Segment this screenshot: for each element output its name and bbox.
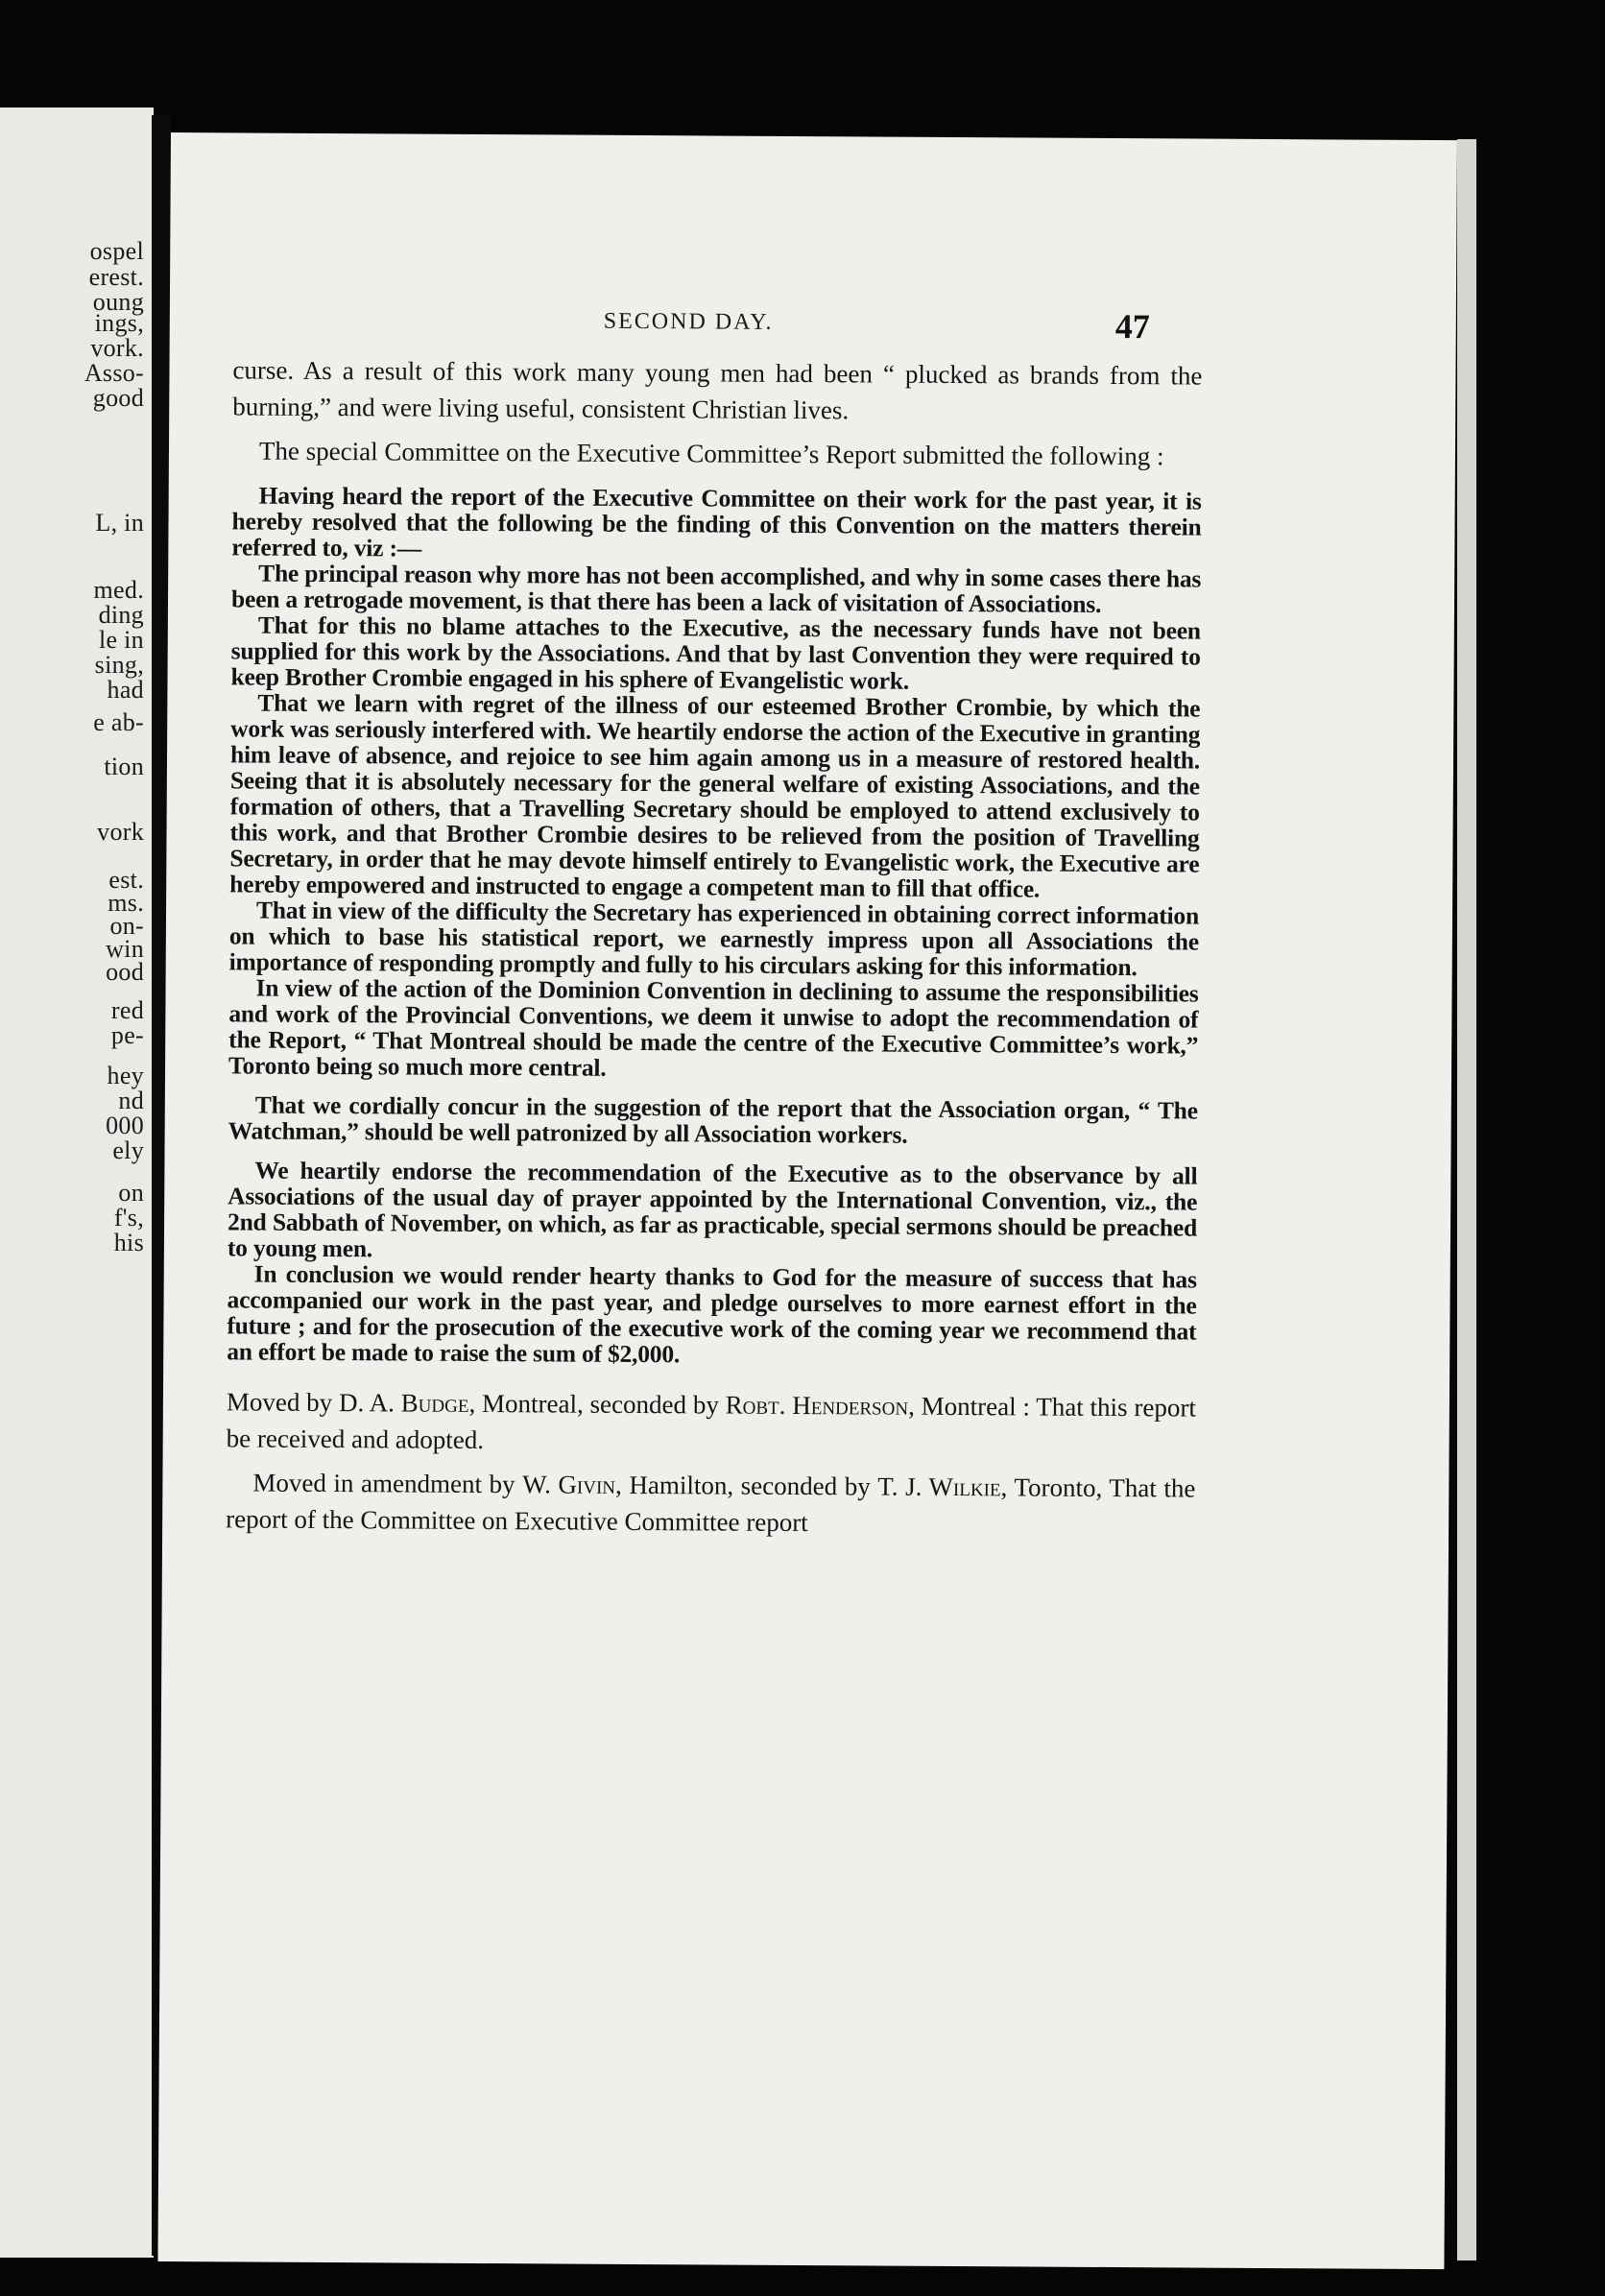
resolution-paragraph: The principal reason why more has not been accomplished, and why in some cases there has been a retrogade movement, is that there has been a lack of visitation of Associations.: [230, 559, 1202, 618]
resolution-paragraph: That we cordially concur in the suggestion of the report that the Association organ, “ The Watchman,” should be well patronized by all Association workers.: [228, 1090, 1198, 1149]
motion-paragraph: [227, 1383, 1196, 1462]
left-fragment: med.: [93, 576, 144, 604]
left-fragment: good: [92, 384, 144, 412]
left-fragment: hey: [107, 1062, 144, 1089]
resolution-paragraph: In view of the action of the Dominion Convention in declining to assume the responsibilities and work of the Provincial Conventions, we deem it unwise to adopt the recommendation of the Report, “ That Montreal should be made the centre of the Executive Committee’s work,” Toronto being so much more central.: [228, 973, 1199, 1082]
left-fragment: ings,: [94, 309, 144, 337]
left-fragment: had: [107, 676, 144, 704]
left-fragment: f's,: [113, 1204, 144, 1232]
left-fragment: le in: [99, 626, 144, 654]
left-fragment: L, in: [95, 509, 144, 537]
left-fragment: vork.: [90, 334, 144, 362]
left-fragment: pe-: [110, 1021, 144, 1049]
left-fragment: sing,: [94, 651, 144, 679]
left-fragment: win: [106, 935, 144, 963]
left-fragment: ms.: [108, 889, 144, 917]
resolution-paragraph: That in view of the difficulty the Secretary has experienced in obtaining correct information on which to base his statistical report, we earnestly impress upon all Associations the importance of responding promptly and fully to his circulars asking for this information.: [228, 896, 1200, 982]
left-fragment: his: [113, 1229, 144, 1256]
left-fragment: 000: [106, 1112, 144, 1139]
motion-text: Moved by: [226, 1387, 340, 1418]
motion-text: , Hamilton, seconded by: [614, 1470, 878, 1501]
mover-name: D. A. Budge: [338, 1388, 469, 1418]
page-text-block: [226, 351, 1203, 1550]
running-head: [170, 300, 1456, 347]
page-edge-shadow: [1457, 139, 1476, 2260]
left-fragment: est.: [108, 866, 144, 894]
left-fragment: ely: [112, 1136, 144, 1164]
motion-text: , Toronto, That the report of the Committee on Executive Committee report: [226, 1472, 1196, 1538]
motion-text: Moved in amendment by: [252, 1468, 523, 1499]
mover-name: W. Givin: [522, 1470, 616, 1499]
resolution-paragraph: That for this no blame attaches to the Executive, as the necessary funds have not been supplied for this work by the Associations. And that by last Convention they were required to keep Brother Crombie engaged in his sphere of Evangelistic work.: [230, 610, 1201, 695]
left-fragment: nd: [118, 1087, 144, 1114]
left-fragment: vork: [97, 818, 144, 846]
opening-paragraph: curse. As a result of this work many young men had been “ plucked as brands from the burning,” and were living useful, consistent Christian lives.: [232, 355, 1203, 425]
seconder-name: T. J. Wilkie: [877, 1471, 1001, 1502]
running-head-title: SECOND DAY.: [603, 308, 774, 335]
left-fragment: on-: [109, 912, 144, 940]
seconder-name: Robt. Henderson: [725, 1390, 909, 1421]
left-fragment: red: [110, 996, 144, 1024]
amendment-paragraph: [226, 1464, 1195, 1543]
motion-text: , Montreal : That this report be received and adopted.: [226, 1391, 1197, 1455]
page-number: 47: [1114, 307, 1150, 347]
left-fragment: tion: [104, 753, 144, 780]
motion-text: , Montreal, seconded by: [468, 1388, 726, 1420]
left-fragment: ood: [106, 958, 144, 986]
document-page: [157, 132, 1457, 2269]
left-fragment: oung: [92, 288, 144, 316]
resolution-paragraph: Having heard the report of the Executive Committee on their work for the past year, it is hereby resolved that the following be the finding of this Convention on the matters therein referred to, viz :—: [231, 481, 1202, 562]
left-fragment: ding: [98, 601, 144, 629]
left-fragment: erest.: [88, 263, 144, 291]
committee-intro: The special Committee on the Executive Committee’s Report submitted the following :: [258, 436, 1164, 471]
resolution-paragraph: That we learn with regret of the illness of our esteemed Brother Crombie, by which the work was seriously interfered with. We heartily endorse the action of the Executive in granting him leave of absence, and rejoice to see him again among us in a measure of restored health. Seeing that it is absolutely necessary for the general welfare of existing Associations, and the formation of others, that a Travelling Secretary should be employed to attend exclusively to this work, and that Brother Crombie desires to be relieved from the position of Travelling Secretary, in order that he may devote himself entirely to Evangelistic work, the Executive are hereby empowered and instructed to engage a competent man to fill that office.: [229, 688, 1201, 903]
resolution-paragraph: We heartily endorse the recommendation of the Executive as to the observance by all Associations of the usual day of prayer appointed by the International Convention, viz., the 2nd Sabbath of November, on which, as far as practicable, special sermons should be preached to young men.: [227, 1156, 1198, 1263]
left-fragment: ospel: [89, 237, 144, 265]
left-fragment: Asso-: [84, 359, 144, 387]
left-fragment: e ab-: [93, 708, 144, 736]
left-page-fragment: [0, 108, 154, 2258]
left-fragment: on: [118, 1179, 144, 1207]
resolution-paragraph: In conclusion we would render hearty thanks to God for the measure of success that has accompanied our work in the past year, and pledge ourselves to more earnest effort in the future ; and for the prosecution of the executive work of the coming year we recommend that an effort be made to raise the sum of $2,000.: [227, 1259, 1197, 1369]
